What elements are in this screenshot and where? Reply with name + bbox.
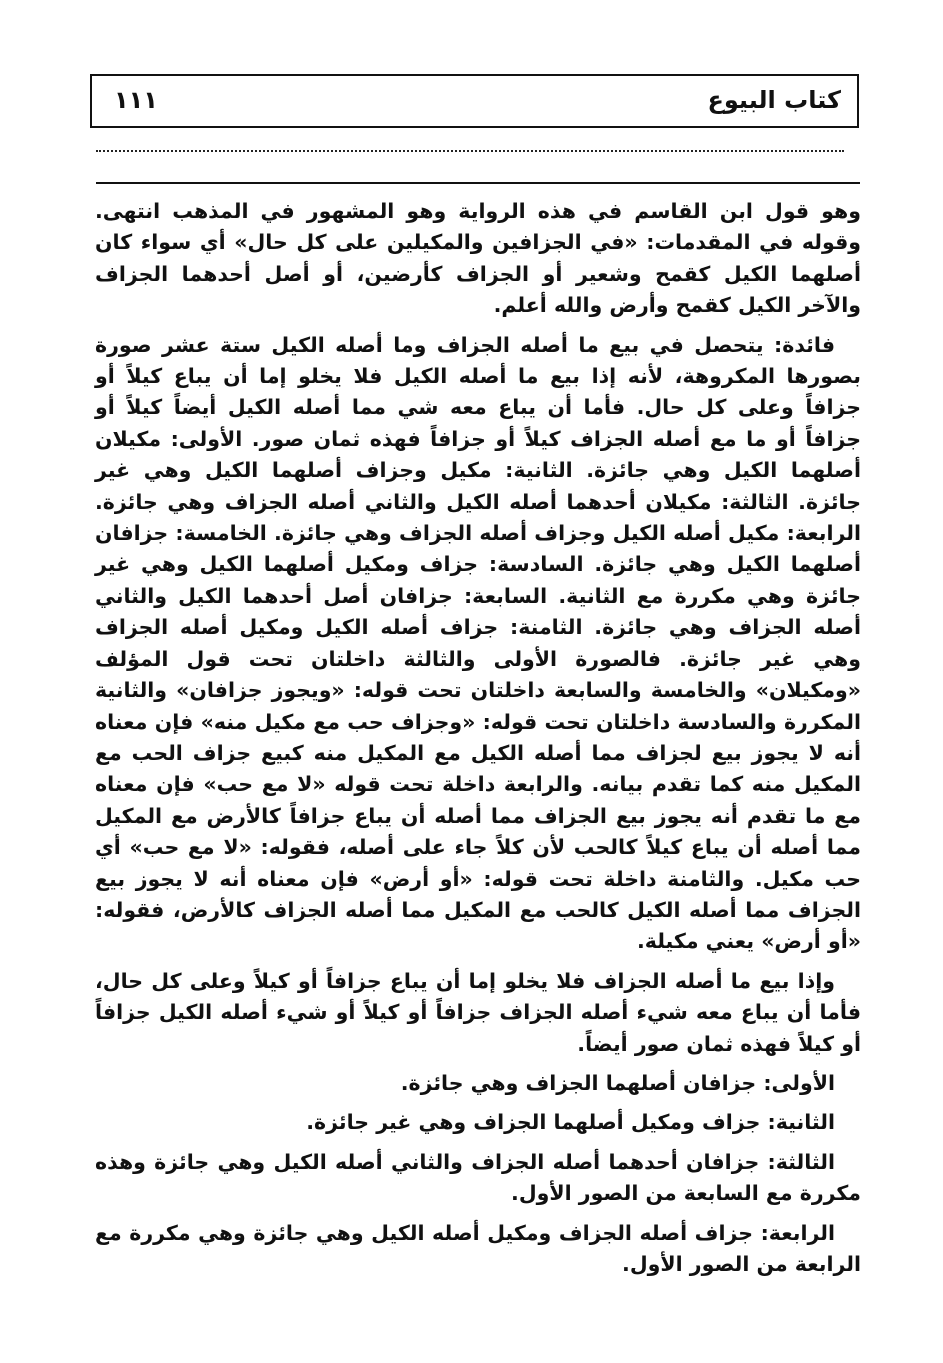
header-rule xyxy=(96,182,860,184)
book-title: كتاب البيوع xyxy=(707,86,841,114)
paragraph-6: الثالثة: جزافان أحدهما أصله الجزاف والثاني أصله الكيل وهي جائزة وهذه مكررة مع السابعة من الصور الأول. xyxy=(95,1149,861,1206)
paragraph-5: الثانية: جزاف ومكيل أصلهما الجزاف وهي غير جائزة. xyxy=(306,1110,835,1135)
paragraph-3: وإذا بيع ما أصله الجزاف فلا يخلو إما أن يباع جزافاً أو كيلاً وعلى كل حال، فأما أن يباع معه شيء أصله الجزاف جزافاً أو كيلاً أو شيء أصله الكيل جزافاً أو كيلاً فهذه ثمان صور أيضاً. xyxy=(95,968,861,1056)
page-header-box xyxy=(90,74,859,128)
page-number: ١١١ xyxy=(114,86,158,114)
paragraph-4: الأولى: جزافان أصلهما الجزاف وهي جائزة. xyxy=(400,1070,835,1095)
paragraph-7: الرابعة: جزاف أصله الجزاف ومكيل أصله الكيل وهي جائزة وهي مكررة مع الرابعة من الصور الأول. xyxy=(95,1220,861,1276)
body-text xyxy=(95,196,861,1288)
dotted-separator xyxy=(96,150,844,152)
paragraph-1: وهو قول ابن القاسم في هذه الرواية وهو المشهور في المذهب انتهى. وقوله في المقدمات: «في الجزافين والمكيلين على كل حال» أي سواء كان أصلهما الكيل كقمح وشعير أو الجزاف كأرضين، أو أصل أحدهما الجزاف والآخر الكيل كقمح وأرض والله أعلم. xyxy=(95,199,861,318)
paragraph-2: فائدة: يتحصل في بيع ما أصله الجزاف وما أصله الكيل ستة عشر صورة بصورها المكروهة، لأنه إذا بيع ما أصله الكيل فلا يخلو إما أن يباع كيلاً أو جزافاً وعلى كل حال. فأما أن يباع معه شي مما أصله الكيل أيضاً كيلاً أو جزافاً أو ما مع أصله الجزاف كيلاً أو جزافاً فهذه ثمان صور. الأولى: مكيلان أصلهما الكيل وهي جائزة. الثانية: مكيل وجزاف أصلهما الكيل وهي غير جائزة. الثالثة: مكيلان أحدهما أصله الكيل والثاني أصله الجزاف وهي جائزة. الرابعة: مكيل أصله الكيل وجزاف أصله الجزاف وهي جائزة. الخامسة: جزافان أصلهما الكيل وهي جائزة. السادسة: جزاف ومكيل أصلهما الكيل وهي غير جائزة وهي مكررة مع الثانية. السابعة: جزافان أصل أحدهما الكيل والثاني أصله الجزاف وهي جائزة. الثامنة: جزاف أصله الكيل ومكيل أصله الجزاف وهي غير جائزة. فالصورة الأولى والثالثة داخلتان تحت قول المؤلف «ومكيلان» والخامسة والسابعة داخلتان تحت قوله: «ويجوز جزافان» والثانية المكررة والسادسة داخلتان تحت قوله: «وجزاف حب مع مكيل منه» فإن معناه أنه لا يجوز بيع لجزاف مما أصله الكيل مع المكيل منه كبيع جزاف الحب مع المكيل منه كما تقدم بيانه. والرابعة داخلة تحت قوله «لا مع حب» فإن معناه مع ما تقدم أنه يجوز بيع الجزاف مما أصله أن يباع جزافاً كالأرض مع المكيل مما أصله أن يباع كيلاً كالحب لأن كلاً جاء على أصله، فقوله: «لا مع حب» أي حب مكيل. والثامنة داخلة تحت قوله: «أو أرض» فإن معناه أنه لا يجوز بيع الجزاف مما أصله الكيل كالحب مع المكيل مما أصله الجزاف كالأرض، فقوله: «أو أرض» يعني مكيلة. xyxy=(95,332,861,954)
